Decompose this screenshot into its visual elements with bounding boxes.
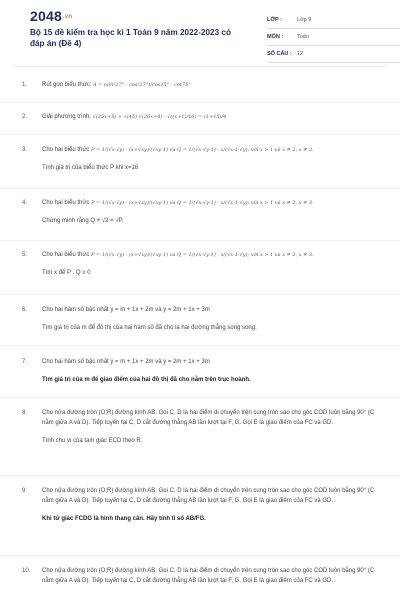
question-math: √(25x+5) + √(45) √(20x+4) - √((x+1)/16) = (1+√5)/4	[92, 114, 227, 120]
question-subtext: Khi tứ giác FCDG là hình thang cân. Hãy tính tỉ số AB/FG.	[42, 516, 206, 522]
question-text: Rút gọn biểu thức:	[42, 82, 92, 88]
question-7	[22, 357, 386, 385]
question-subtext: Tính giá trị của biểu thức P khi x=16	[42, 165, 139, 171]
question-number: 1.	[22, 82, 28, 88]
question-text: Cho hai hàm số bậc nhất y = m + 1x + 2m và y = 2m + 1x + 3m	[42, 359, 210, 365]
meta-row-count	[267, 46, 400, 63]
question-number: 8.	[22, 410, 28, 416]
question-text: Cho nửa đường tròn (O;R) đường kính AB. Gọi C, D là hai điểm di chuyển trên cung tròn sao cho góc COD luôn bằng 90° (C nằm giữa A và D). Tiếp tuyến tại C, D cắt đường thẳng AB lần lượt tại F, G. Gọi E là giao điểm của FC và GD.	[42, 568, 375, 584]
question-number: 2.	[22, 114, 28, 120]
question-text: Cho hai biểu thức	[42, 147, 90, 153]
question-9	[22, 486, 386, 524]
question-divider	[0, 555, 400, 556]
question-text: Cho hai biểu thức	[42, 252, 90, 258]
question-2	[22, 112, 386, 122]
question-6	[22, 305, 386, 333]
question-subtext: Tìm giá trị của m để giao điểm của hai đồ thị đã cho nằm trên trục hoành.	[42, 377, 251, 383]
exam-meta	[267, 12, 400, 63]
logo-text: 2048	[30, 8, 62, 24]
question-text: Cho nửa đường tròn (O;R) đường kính AB. Gọi C, D là hai điểm di chuyển trên cung tròn sao cho góc COD luôn bằng 90° (C nằm giữa A và D). Tiếp tuyến tại C, D cắt đường thẳng AB lần lượt tại F, G. Gọi E là giao điểm của FC và GD.	[42, 410, 375, 426]
question-math: A = (sin²27° - cos²27°)/cos15° - cot75°	[93, 82, 191, 88]
question-5	[22, 250, 386, 278]
question-subtext: Tìm giá trị của m để đồ thị của hai hàm số đã cho là hai đường thẳng song song.	[42, 325, 257, 331]
question-text: Giải phương trình:	[42, 114, 91, 120]
question-10	[22, 566, 386, 586]
question-3	[22, 145, 386, 173]
question-divider	[0, 345, 400, 346]
question-divider	[0, 294, 400, 295]
question-8	[22, 408, 386, 446]
question-divider	[0, 240, 400, 241]
question-number: 5.	[22, 252, 28, 258]
question-text: Cho hai hàm số bậc nhất y = m + 1x + 2m và y = 2m + 1x + 3m	[42, 307, 210, 313]
question-number: 4.	[22, 200, 28, 206]
question-subtext: Chứng minh rằng Q + √2 = √P.	[42, 218, 124, 224]
question-subtext: Tìm x để P . Q ≥ 0	[42, 270, 91, 276]
question-divider	[0, 134, 400, 135]
question-number: 10.	[22, 568, 31, 574]
question-4	[22, 198, 386, 226]
question-number: 6.	[22, 307, 28, 313]
question-divider	[0, 102, 400, 103]
question-text: Cho nửa đường tròn (O;R) đường kính AB. Gọi C, D là hai điểm di chuyển trên cung tròn sao cho góc COD luôn bằng 90° (C nằm giữa A và D). Tiếp tuyến tại C, D cắt đường thẳng AB lần lượt tại F, G. Gọi E là giao điểm của FC và GD.	[42, 488, 375, 504]
meta-label: SỐ CÂU :	[267, 51, 292, 57]
question-divider	[0, 475, 400, 476]
question-number: 9.	[22, 488, 28, 494]
header-divider	[14, 66, 386, 67]
question-divider	[0, 188, 400, 189]
meta-row-subject	[267, 29, 400, 46]
question-math: P = 1/(√x-√y) - (x+√xy)/(√xy-1) và Q = 1/(√x-√y-1) - x/(√x-1-√y); với x > 1 và x ≠ 2, x ≠ 3.	[91, 147, 314, 153]
site-logo[interactable]	[30, 8, 72, 24]
question-number: 3.	[22, 147, 28, 153]
question-divider	[0, 397, 400, 398]
question-number: 7.	[22, 359, 28, 365]
meta-value: 12	[297, 51, 304, 57]
question-1	[22, 80, 386, 90]
meta-value: Toán	[297, 34, 309, 40]
question-text: Cho hai biểu thức	[42, 200, 90, 206]
meta-label: LỚP :	[267, 17, 282, 23]
question-subtext: Tính chu vi của tam giác ECD theo R.	[42, 438, 143, 444]
meta-label: MÔN :	[267, 34, 284, 40]
page-header	[14, 0, 386, 68]
meta-row-class	[267, 12, 400, 29]
logo-suffix: .vn	[62, 14, 73, 21]
meta-value: Lớp 9	[297, 17, 312, 23]
page-title: Bộ 15 đề kiểm tra học kì 1 Toán 9 năm 2022-2023 có đáp án (Đề 4)	[30, 28, 231, 48]
question-math: P = 1/(√x-√y) - (x+√xy)/(√xy-1) và Q = 1/(√x-√y-1) - x/(√x-1-√y); với x > 1 và x ≠ 2, x ≠ 3.	[91, 252, 314, 258]
question-math: P = 1/(√x-√y) - (x+√xy)/(√xy-1) và Q = 1/(√x-√y-1) - x/(√x-1-√y); với x > 1 và x ≠ 2, x ≠ 3.	[91, 200, 314, 206]
